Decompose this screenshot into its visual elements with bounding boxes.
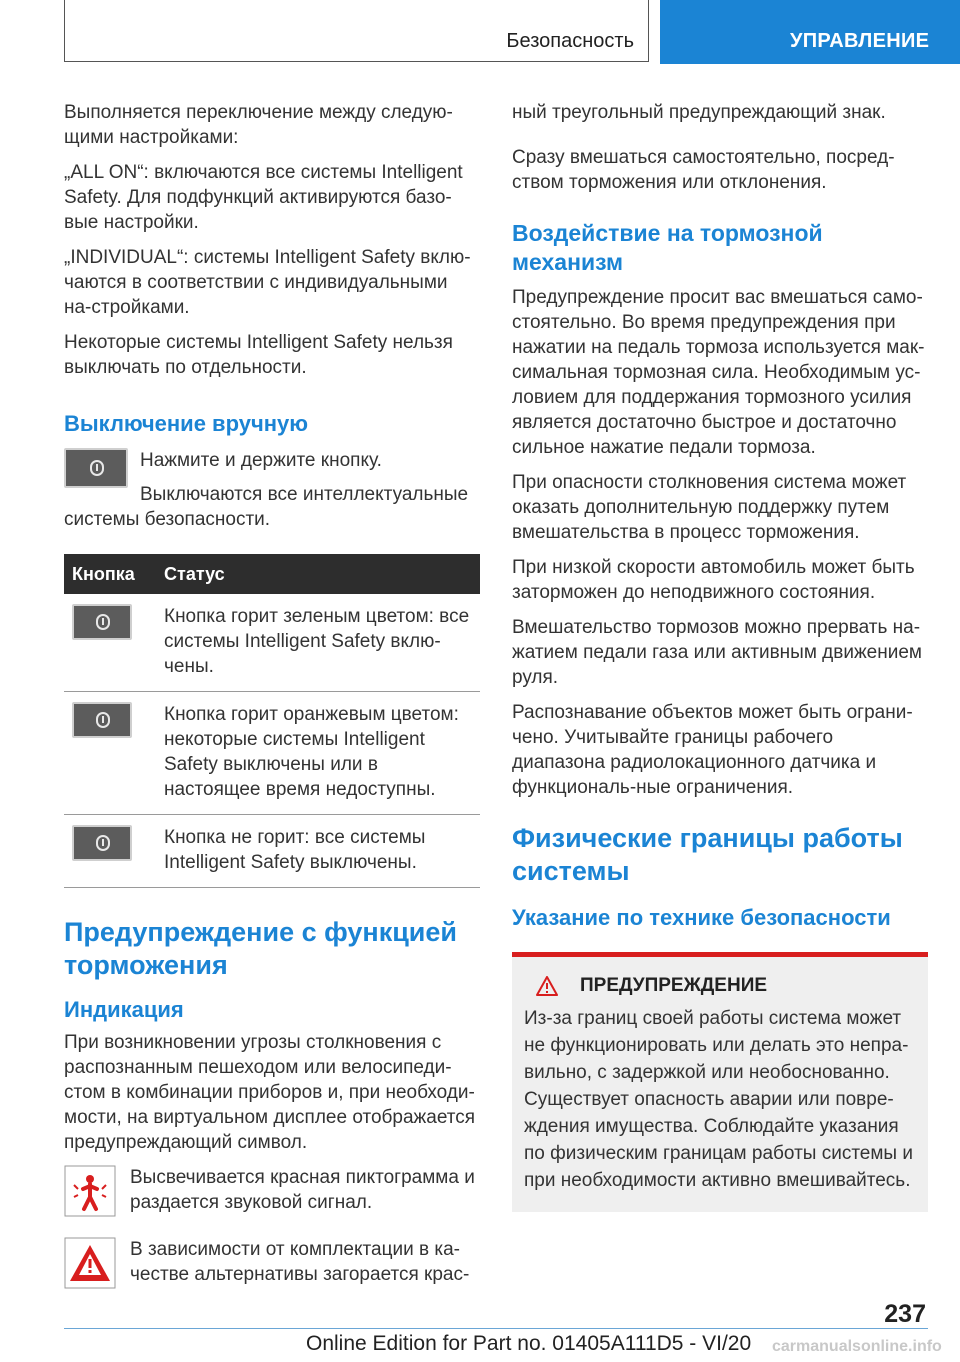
triangle-alt-row	[64, 1237, 480, 1289]
heading-brake-warning: Предупреждение с функцией торможения	[64, 917, 458, 980]
left-column	[64, 100, 480, 1299]
table-header-status: Статус	[156, 554, 480, 594]
paragraph: Сразу вмешаться самостоятельно, посред-ством торможения или отклонения.	[512, 147, 895, 193]
heading-brake-effect: Воздействие на тормозной механизм	[512, 220, 823, 275]
table-header-button: Кнопка	[64, 554, 156, 594]
chapter-title: УПРАВЛЕНИЕ	[790, 30, 930, 52]
button-off-icon	[72, 825, 132, 861]
chapter-tab	[660, 0, 960, 64]
warning-text: Из-за границ своей работы система может не функционировать или делать это непра-вильно, с задержкой или необоснованно. Существует опасность аварии или повре-ждения имущества. Соблюдайте указания по физическим границам работы системы и при необходимости активно вмешивайтесь.	[524, 1008, 913, 1191]
section-title: Безопасность	[506, 30, 634, 52]
warning-title-row	[524, 975, 916, 997]
footer-edition: Online Edition for Part no. 01405A111D5 - VI/20	[306, 1332, 752, 1355]
heading-safety-note: Указание по технике безопасности	[512, 905, 891, 930]
right-column	[512, 100, 928, 1212]
paragraph: При опасности столкновения система может оказать дополнительную поддержку путем вмешательства в процесс торможения.	[512, 472, 907, 543]
paragraph: Вмешательство тормозов можно прервать на-жатием педали газа или активным движением руля.	[512, 617, 922, 688]
paragraph: Предупреждение просит вас вмешаться само-стоятельно. Во время предупреждения при нажатии на педаль тормоза используется мак-симальная тормозная сила. Необходимым ус-ловием для поддержания тормозного усилия является достаточно быстрое и достаточно сильное нажатие педали тормоза.	[512, 287, 925, 458]
button-green-icon	[72, 604, 132, 640]
paragraph: В зависимости от комплектации в ка-честве альтернативы загорается крас-	[130, 1239, 470, 1285]
paragraph: ный треугольный предупреждающий знак.	[512, 102, 886, 123]
warning-title: ПРЕДУПРЕЖДЕНИЕ	[580, 975, 768, 996]
footer-watermark: carmanualsonline.info	[772, 1338, 942, 1355]
table-row	[64, 594, 480, 692]
paragraph: Распознавание объектов может быть ограни-чено. Учитывайте границы рабочего диапазона радиолокационного датчика и функциональ-ные ограничения.	[512, 702, 913, 798]
status-table	[64, 554, 480, 888]
page-number: 237	[884, 1300, 926, 1328]
intelligent-safety-button-icon	[64, 448, 128, 488]
paragraph: Нажмите и держите кнопку.	[140, 450, 382, 471]
button-orange-icon	[72, 702, 132, 738]
table-cell-status: Кнопка горит оранжевым цветом: некоторые системы Intelligent Safety выключены или в настоящее время недоступны.	[156, 692, 480, 815]
paragraph: При возникновении угрозы столкновения с распознанным пешеходом или велосипеди-стом в комбинации приборов и, при необходи-мости, на виртуальном дисплее отображается предупреждающий символ.	[64, 1032, 476, 1153]
table-cell-status: Кнопка не горит: все системы Intelligent Safety выключены.	[156, 815, 480, 888]
footer-divider	[64, 1328, 928, 1329]
table-row	[64, 815, 480, 888]
heading-physical-limits: Физические границы работы системы	[512, 823, 903, 886]
page-header	[0, 0, 960, 64]
pedestrian-warning-icon	[64, 1165, 116, 1217]
warning-icon	[536, 976, 558, 996]
table-row	[64, 692, 480, 815]
table-cell-status: Кнопка горит зеленым цветом: все системы Intelligent Safety вклю-чены.	[156, 594, 480, 692]
heading-indication: Индикация	[64, 997, 184, 1022]
paragraph: Некоторые системы Intelligent Safety нельзя выключать по отдельности.	[64, 332, 453, 378]
paragraph: „ALL ON“: включаются все системы Intelligent Safety. Для подфункций активируются базо-вые настройки.	[64, 162, 463, 233]
warning-box	[512, 952, 928, 1212]
heading-manual-off: Выключение вручную	[64, 411, 309, 436]
red-pictogram-row	[64, 1165, 480, 1217]
paragraph: Высвечивается красная пиктограмма и раздается звуковой сигнал.	[130, 1167, 475, 1213]
paragraph: При низкой скорости автомобиль может быть заторможен до неподвижного состояния.	[512, 557, 915, 603]
paragraph: „INDIVIDUAL“: системы Intelligent Safety вклю-чаются в соответствии с индивидуальными на-стройками.	[64, 247, 471, 318]
section-tab	[64, 0, 649, 62]
paragraph: Выключаются все интеллектуальные системы безопасности.	[64, 484, 469, 530]
warning-triangle-icon	[64, 1237, 116, 1289]
paragraph: Выполняется переключение между следую-щими настройками:	[64, 102, 453, 148]
